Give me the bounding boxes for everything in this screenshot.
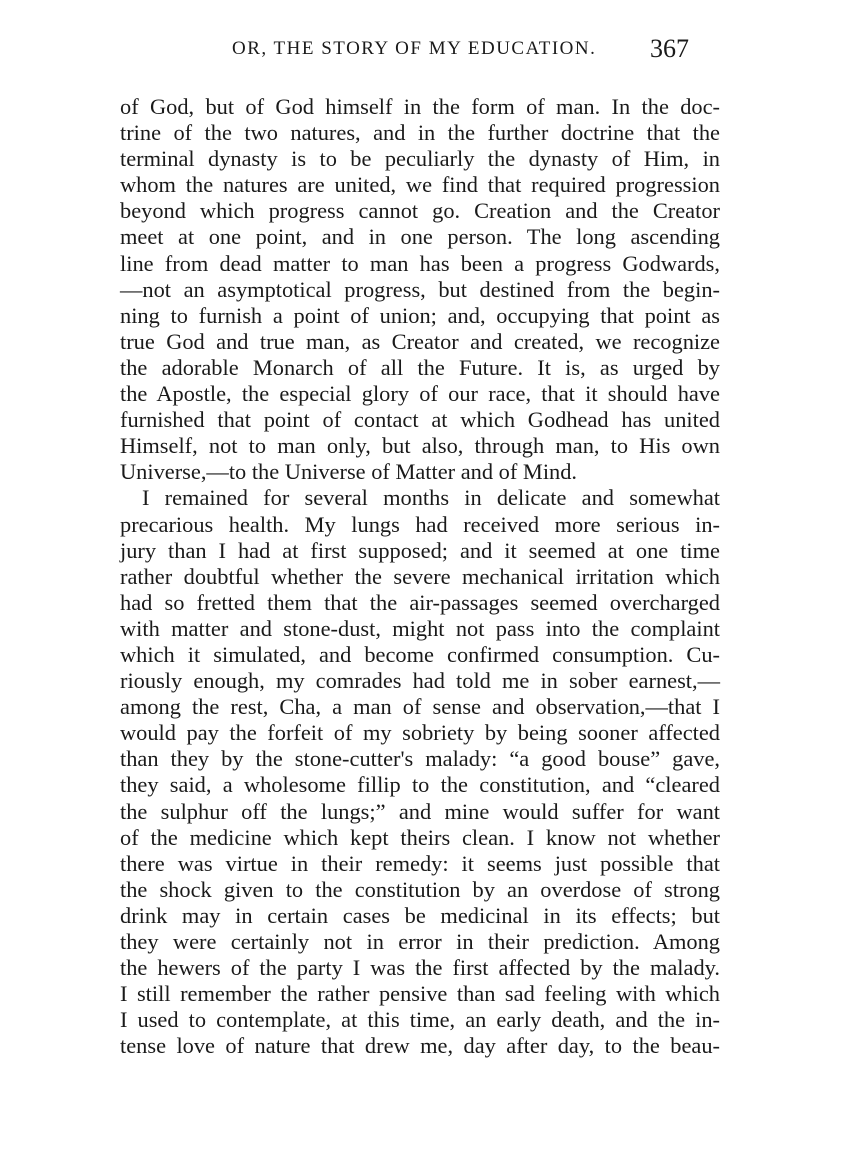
- text-line: precarious health. My lungs had received more serious in-: [120, 511, 720, 537]
- text-line: the shock given to the constitution by an overdose of strong: [120, 876, 720, 902]
- text-line: true God and true man, as Creator and created, we recognize: [120, 328, 720, 354]
- text-line: line from dead matter to man has been a progress Godwards,: [120, 250, 720, 276]
- text-line: among the rest, Cha, a man of sense and observation,—that I: [120, 694, 720, 720]
- text-line: I still remember the rather pensive than sad feeling with which: [120, 981, 720, 1007]
- text-line: —not an asymptotical progress, but destined from the begin-: [120, 276, 720, 302]
- text-line: I used to contemplate, at this time, an early death, and the in-: [120, 1007, 720, 1033]
- text-line: Himself, not to man only, but also, through man, to His own: [120, 433, 720, 459]
- text-line: tense love of nature that drew me, day after day, to the beau-: [120, 1033, 720, 1059]
- text-line: jury than I had at first supposed; and it seemed at one time: [120, 537, 720, 563]
- text-line: than they by the stone-cutter's malady: “a good bouse” gave,: [120, 746, 720, 772]
- text-line: had so fretted them that the air-passages seemed overcharged: [120, 589, 720, 615]
- text-line: the Apostle, the especial glory of our race, that it should have: [120, 381, 720, 407]
- page-number: 367: [650, 34, 689, 63]
- text-line: they said, a wholesome fillip to the constitution, and “cleared: [120, 772, 720, 798]
- text-line: terminal dynasty is to be peculiarly the dynasty of Him, in: [120, 146, 720, 172]
- text-line: trine of the two natures, and in the further doctrine that the: [120, 120, 720, 146]
- text-line: the adorable Monarch of all the Future. It is, as urged by: [120, 354, 720, 380]
- text-line: which it simulated, and become confirmed consumption. Cu-: [120, 641, 720, 667]
- text-line: they were certainly not in error in their prediction. Among: [120, 929, 720, 954]
- text-line: riously enough, my comrades had told me in sober earnest,—: [120, 668, 720, 694]
- text-line: the sulphur off the lungs;” and mine would suffer for want: [120, 798, 720, 824]
- text-line: furnished that point of contact at which Godhead has united: [120, 407, 720, 433]
- text-line: meet at one point, and in one person. The long ascending: [120, 224, 720, 250]
- text-line: with matter and stone-dust, might not pass into the complaint: [120, 615, 720, 641]
- text-line: rather doubtful whether the severe mechanical irritation which: [120, 563, 720, 589]
- body-text: [120, 94, 720, 1059]
- text-line: whom the natures are united, we find that required progression: [120, 172, 720, 198]
- running-title: OR, THE STORY OF MY EDUCATION.: [232, 38, 597, 59]
- text-line: ning to furnish a point of union; and, occupying that point as: [120, 302, 720, 328]
- text-line: the hewers of the party I was the first affected by the malady.: [120, 955, 720, 981]
- text-line: I remained for several months in delicate and somewhat: [142, 485, 720, 511]
- text-line: there was virtue in their remedy: it seems just possible that: [120, 850, 720, 876]
- running-head: [0, 36, 850, 72]
- text-line: would pay the forfeit of my sobriety by being sooner affected: [120, 720, 720, 746]
- text-line: beyond which progress cannot go. Creation and the Creator: [120, 198, 720, 224]
- text-line: drink may in certain cases be medicinal in its effects; but: [120, 902, 720, 928]
- text-line: Universe,—to the Universe of Matter and of Mind.: [120, 459, 578, 485]
- text-line: of God, but of God himself in the form of man. In the doc-: [120, 94, 720, 119]
- text-line: of the medicine which kept theirs clean. I know not whether: [120, 824, 720, 850]
